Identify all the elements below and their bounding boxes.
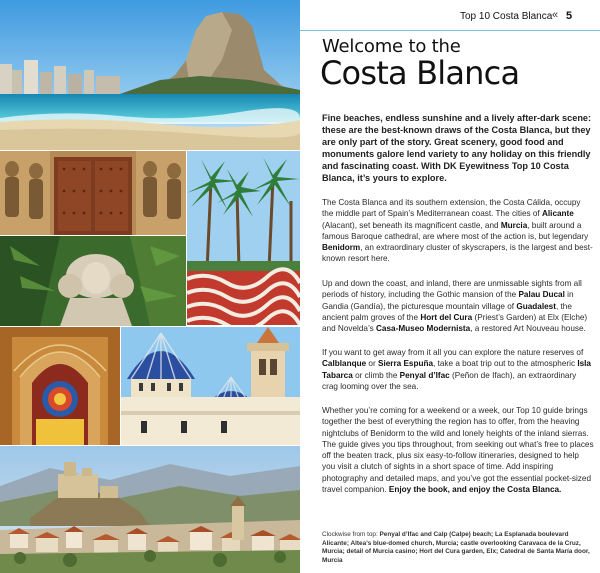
place-name: Calblanque <box>322 359 367 369</box>
body-paragraph: If you want to get away from it all you can explore the nature reserves of Calblanque or Sierra Espuña, take a boat trip out to the atmospheric Isla Tabarca or climb the Penyal d’Ifac (Peñon de Ifach), an extraordinary crag looming over the sea. <box>322 348 591 391</box>
place-name: Alicante <box>541 209 574 219</box>
photo-murcia-casino <box>0 327 120 445</box>
page-title-line1: Welcome to the <box>322 36 461 57</box>
photo-cathedral-door <box>0 151 186 235</box>
place-name: Isla Tabarca <box>322 359 591 380</box>
photo-hort-del-cura <box>0 236 186 326</box>
header-rule <box>300 30 600 31</box>
photo-penyal-ifac-beach <box>0 0 300 150</box>
chevron-left-icon: « <box>552 9 559 21</box>
body-paragraph: The Costa Blanca and its southern extension, the Costa Cálida, occupy the middle part of Spain’s Mediterranean coast. The cities of Alicante (Alacant), set beneath its magnificent castle, and Murcia, built around a famous Baroque cathedral, are where most of the action is, but legendary Benidorm, an extraordinary cluster of skyscrapers, is the largest and best-known resort here. <box>322 198 593 264</box>
place-name: Guadalest <box>516 301 556 311</box>
place-name: Benidorm <box>322 243 361 253</box>
place-name: Sierra Espuña <box>377 359 434 369</box>
page-title-line2: Costa Blanca <box>320 54 520 92</box>
photo-caravaca-castle <box>0 446 300 573</box>
place-name: Palau Ducal <box>518 290 565 300</box>
place-name: Casa-Museo Modernista <box>376 324 471 334</box>
intro-paragraph: Fine beaches, endless sunshine and a lively after-dark scene: these are the best-known draws of the Costa Blanca, but they are only part of the story. Great scenery, good food and monuments galore lend variety to any holiday on this friendly and fascinating coast. With DK Eyewitness Top 10 Costa Blanca, it’s yours to explore. <box>322 113 592 183</box>
page-header <box>300 0 600 30</box>
body-paragraph: Whether you’re coming for a weekend or a week, our Top 10 guide brings together the best of everything the region has to offer, from the heaving nightclubs of Benidorm to the wild and lonely heights of the inland sierras. The guide gives you tips throughout, from seeking out what’s free to places off the beaten track, plus six easy-to-follow itineraries, designed to help you visit a clutch of sights in a short space of time. Add inspiring photography and detailed maps, and you’ve got the essential pocket-sized travel companion. Enjoy the book, and enjoy the Costa Blanca. <box>322 406 594 495</box>
text-page <box>300 0 600 573</box>
place-name: Penyal d’Ifac <box>399 370 450 380</box>
body-paragraph: Up and down the coast, and inland, there are unmissable sights from all periods of history, including the Gothic mansion of the Palau Ducal in Gandia (Gandía), the picturesque mountain village of Guadalest, the ancient palm groves of the Hort del Cura (Priest’s Garden) at Elx (Elche) and Novelda’s Casa-Museo Modernista, a restored Art Nouveau house. <box>322 279 588 334</box>
running-title: Top 10 Costa Blanca <box>460 11 553 22</box>
photo-altea-church <box>121 327 300 445</box>
place-name: Murcia <box>500 220 528 230</box>
place-name: Hort del Cura <box>420 312 473 322</box>
photo-caption: Clockwise from top: Penyal d’Ifac and Calp (Calpe) beach; La Esplanada boulevard Alicante; Altea’s blue-domed church, Murcia; castle overlooking Caravaca de la Cruz, Murcia; detail of Murcia casino; Hort del Cura garden, Elx; Catedral de Santa María door, Murcia <box>322 531 590 564</box>
photo-esplanada-alicante <box>187 151 300 325</box>
closing-line: Enjoy the book, and enjoy the Costa Blanca. <box>388 485 562 495</box>
page-number: 5 <box>566 10 573 22</box>
